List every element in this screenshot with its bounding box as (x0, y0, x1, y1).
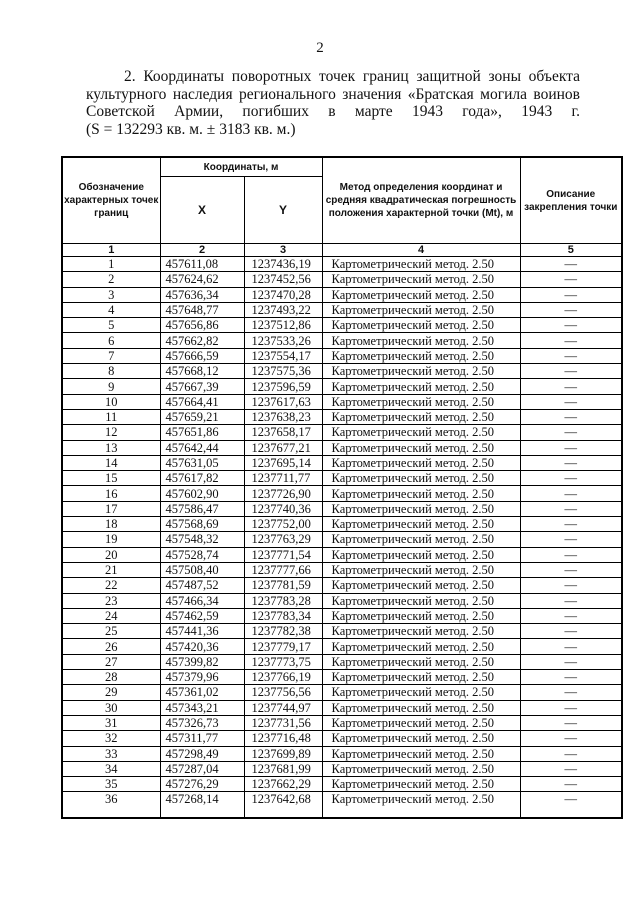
point-number-cell: 25 (62, 624, 160, 639)
x-coordinate-cell: 457287,04 (160, 761, 244, 776)
table-row (62, 517, 622, 532)
fixing-cell: — (520, 715, 622, 730)
x-coordinate-cell: 457311,77 (160, 731, 244, 746)
method-cell: Картометрический метод. 2.50 (322, 608, 520, 623)
x-coordinate-cell: 457466,34 (160, 593, 244, 608)
method-cell: Картометрический метод. 2.50 (322, 471, 520, 486)
table-row (62, 486, 622, 501)
point-number-cell: 5 (62, 318, 160, 333)
fixing-cell: — (520, 562, 622, 577)
fixing-cell: — (520, 440, 622, 455)
fixing-cell: — (520, 348, 622, 363)
point-number-cell: 29 (62, 685, 160, 700)
method-cell: Картометрический метод. 2.50 (322, 486, 520, 501)
point-number-cell: 14 (62, 455, 160, 470)
x-coordinate-cell: 457624,62 (160, 272, 244, 287)
method-cell: Картометрический метод. 2.50 (322, 624, 520, 639)
x-coordinate-cell: 457668,12 (160, 364, 244, 379)
x-coordinate-cell: 457487,52 (160, 578, 244, 593)
x-coordinate-cell: 457642,44 (160, 440, 244, 455)
table-row (62, 272, 622, 287)
y-coordinate-cell: 1237779,17 (244, 639, 322, 654)
column-number: 1 (62, 244, 160, 257)
fixing-cell: — (520, 455, 622, 470)
point-number-cell: 13 (62, 440, 160, 455)
point-number-cell: 24 (62, 608, 160, 623)
method-cell: Картометрический метод. 2.50 (322, 318, 520, 333)
table-row (62, 257, 622, 272)
column-number: 3 (244, 244, 322, 257)
method-cell: Картометрический метод. 2.50 (322, 639, 520, 654)
table-row (62, 608, 622, 623)
method-cell: Картометрический метод. 2.50 (322, 364, 520, 379)
table-row (62, 624, 622, 639)
y-coordinate-cell: 1237533,26 (244, 333, 322, 348)
method-cell: Картометрический метод. 2.50 (322, 425, 520, 440)
fixing-cell: — (520, 318, 622, 333)
point-number-cell: 3 (62, 287, 160, 302)
x-coordinate-cell: 457666,59 (160, 348, 244, 363)
method-cell: Картометрический метод. 2.50 (322, 685, 520, 700)
column-number: 2 (160, 244, 244, 257)
y-coordinate-cell: 1237575,36 (244, 364, 322, 379)
heading-line-3: Советской Армии, погибших в марте 1943 года», 1943 г. (86, 103, 580, 120)
fixing-cell: — (520, 639, 622, 654)
y-coordinate-cell: 1237777,66 (244, 562, 322, 577)
x-coordinate-cell: 457667,39 (160, 379, 244, 394)
header-designation: Обозначение характерных точек границ (62, 157, 160, 244)
fixing-cell: — (520, 379, 622, 394)
x-coordinate-cell: 457462,59 (160, 608, 244, 623)
point-number-cell: 19 (62, 532, 160, 547)
fixing-cell: — (520, 731, 622, 746)
fixing-cell: — (520, 501, 622, 516)
fixing-cell: — (520, 700, 622, 715)
y-coordinate-cell: 1237756,56 (244, 685, 322, 700)
column-number: 5 (520, 244, 622, 257)
method-cell: Картометрический метод. 2.50 (322, 761, 520, 776)
section-heading (86, 68, 580, 138)
method-cell: Картометрический метод. 2.50 (322, 547, 520, 562)
y-coordinate-cell: 1237677,21 (244, 440, 322, 455)
x-coordinate-cell: 457617,82 (160, 471, 244, 486)
fixing-cell: — (520, 777, 622, 792)
table-row (62, 455, 622, 470)
x-coordinate-cell: 457399,82 (160, 654, 244, 669)
point-number-cell: 20 (62, 547, 160, 562)
point-number-cell: 18 (62, 517, 160, 532)
y-coordinate-cell: 1237699,89 (244, 746, 322, 761)
table-row (62, 593, 622, 608)
header-y: Y (244, 177, 322, 244)
table-row (62, 471, 622, 486)
y-coordinate-cell: 1237752,00 (244, 517, 322, 532)
y-coordinate-cell: 1237512,86 (244, 318, 322, 333)
coordinates-table (61, 156, 623, 819)
point-number-cell: 32 (62, 731, 160, 746)
method-cell: Картометрический метод. 2.50 (322, 455, 520, 470)
fixing-cell: — (520, 670, 622, 685)
table-row (62, 685, 622, 700)
x-coordinate-cell: 457662,82 (160, 333, 244, 348)
fixing-cell: — (520, 532, 622, 547)
method-cell: Картометрический метод. 2.50 (322, 562, 520, 577)
fixing-cell: — (520, 761, 622, 776)
fixing-cell: — (520, 486, 622, 501)
x-coordinate-cell: 457586,47 (160, 501, 244, 516)
column-number-row (62, 244, 622, 257)
table-row (62, 348, 622, 363)
point-number-cell: 15 (62, 471, 160, 486)
x-coordinate-cell: 457648,77 (160, 302, 244, 317)
fixing-cell: — (520, 364, 622, 379)
fixing-cell: — (520, 792, 622, 819)
x-coordinate-cell: 457659,21 (160, 409, 244, 424)
method-cell: Картометрический метод. 2.50 (322, 501, 520, 516)
point-number-cell: 31 (62, 715, 160, 730)
point-number-cell: 16 (62, 486, 160, 501)
fixing-cell: — (520, 333, 622, 348)
heading-line-4: (S = 132293 кв. м. ± 3183 кв. м.) (86, 120, 296, 138)
point-number-cell: 11 (62, 409, 160, 424)
heading-line-1: 2. Координаты поворотных точек границ защитной зоны объекта (124, 68, 580, 85)
table-row (62, 792, 622, 819)
table-row (62, 501, 622, 516)
y-coordinate-cell: 1237740,36 (244, 501, 322, 516)
y-coordinate-cell: 1237763,29 (244, 532, 322, 547)
table-row (62, 409, 622, 424)
method-cell: Картометрический метод. 2.50 (322, 272, 520, 287)
method-cell: Картометрический метод. 2.50 (322, 257, 520, 272)
fixing-cell: — (520, 257, 622, 272)
y-coordinate-cell: 1237782,38 (244, 624, 322, 639)
column-number: 4 (322, 244, 520, 257)
y-coordinate-cell: 1237773,75 (244, 654, 322, 669)
method-cell: Картометрический метод. 2.50 (322, 777, 520, 792)
y-coordinate-cell: 1237596,59 (244, 379, 322, 394)
method-cell: Картометрический метод. 2.50 (322, 731, 520, 746)
point-number-cell: 10 (62, 394, 160, 409)
fixing-cell: — (520, 394, 622, 409)
point-number-cell: 23 (62, 593, 160, 608)
fixing-cell: — (520, 471, 622, 486)
y-coordinate-cell: 1237716,48 (244, 731, 322, 746)
x-coordinate-cell: 457568,69 (160, 517, 244, 532)
table-row (62, 394, 622, 409)
heading-line-2: культурного наследия регионального значения «Братская могила воинов (86, 85, 580, 103)
y-coordinate-cell: 1237681,99 (244, 761, 322, 776)
method-cell: Картометрический метод. 2.50 (322, 670, 520, 685)
y-coordinate-cell: 1237783,28 (244, 593, 322, 608)
table-row (62, 700, 622, 715)
fixing-cell: — (520, 746, 622, 761)
table-row (62, 777, 622, 792)
point-number-cell: 9 (62, 379, 160, 394)
point-number-cell: 30 (62, 700, 160, 715)
x-coordinate-cell: 457268,14 (160, 792, 244, 819)
y-coordinate-cell: 1237726,90 (244, 486, 322, 501)
y-coordinate-cell: 1237658,17 (244, 425, 322, 440)
point-number-cell: 21 (62, 562, 160, 577)
x-coordinate-cell: 457631,05 (160, 455, 244, 470)
fixing-cell: — (520, 302, 622, 317)
method-cell: Картометрический метод. 2.50 (322, 333, 520, 348)
point-number-cell: 28 (62, 670, 160, 685)
y-coordinate-cell: 1237744,97 (244, 700, 322, 715)
table-row (62, 302, 622, 317)
x-coordinate-cell: 457611,08 (160, 257, 244, 272)
y-coordinate-cell: 1237766,19 (244, 670, 322, 685)
method-cell: Картометрический метод. 2.50 (322, 593, 520, 608)
point-number-cell: 1 (62, 257, 160, 272)
y-coordinate-cell: 1237493,22 (244, 302, 322, 317)
point-number-cell: 2 (62, 272, 160, 287)
fixing-cell: — (520, 287, 622, 302)
table-row (62, 654, 622, 669)
table-row (62, 547, 622, 562)
y-coordinate-cell: 1237554,17 (244, 348, 322, 363)
x-coordinate-cell: 457602,90 (160, 486, 244, 501)
header-x: X (160, 177, 244, 244)
table-row (62, 318, 622, 333)
table-row (62, 364, 622, 379)
method-cell: Картометрический метод. 2.50 (322, 578, 520, 593)
table-row (62, 639, 622, 654)
method-cell: Картометрический метод. 2.50 (322, 517, 520, 532)
table-row (62, 562, 622, 577)
table-row (62, 578, 622, 593)
x-coordinate-cell: 457361,02 (160, 685, 244, 700)
method-cell: Картометрический метод. 2.50 (322, 746, 520, 761)
fixing-cell: — (520, 547, 622, 562)
x-coordinate-cell: 457379,96 (160, 670, 244, 685)
table-row (62, 333, 622, 348)
y-coordinate-cell: 1237771,54 (244, 547, 322, 562)
method-cell: Картометрический метод. 2.50 (322, 792, 520, 819)
method-cell: Картометрический метод. 2.50 (322, 394, 520, 409)
point-number-cell: 33 (62, 746, 160, 761)
method-cell: Картометрический метод. 2.50 (322, 287, 520, 302)
y-coordinate-cell: 1237711,77 (244, 471, 322, 486)
table-row (62, 731, 622, 746)
table-header (62, 157, 622, 257)
y-coordinate-cell: 1237783,34 (244, 608, 322, 623)
table-row (62, 670, 622, 685)
method-cell: Картометрический метод. 2.50 (322, 409, 520, 424)
header-method: Метод определения координат и средняя квадратическая погрешность положения характерной точки (Mt), м (322, 157, 520, 244)
table-row (62, 746, 622, 761)
fixing-cell: — (520, 593, 622, 608)
y-coordinate-cell: 1237731,56 (244, 715, 322, 730)
method-cell: Картометрический метод. 2.50 (322, 440, 520, 455)
fixing-cell: — (520, 517, 622, 532)
method-cell: Картометрический метод. 2.50 (322, 379, 520, 394)
header-coordinates: Координаты, м (160, 157, 322, 177)
point-number-cell: 6 (62, 333, 160, 348)
table-row (62, 532, 622, 547)
y-coordinate-cell: 1237695,14 (244, 455, 322, 470)
point-number-cell: 4 (62, 302, 160, 317)
x-coordinate-cell: 457636,34 (160, 287, 244, 302)
x-coordinate-cell: 457298,49 (160, 746, 244, 761)
y-coordinate-cell: 1237642,68 (244, 792, 322, 819)
point-number-cell: 12 (62, 425, 160, 440)
page-number: 2 (316, 40, 324, 56)
y-coordinate-cell: 1237452,56 (244, 272, 322, 287)
y-coordinate-cell: 1237662,29 (244, 777, 322, 792)
y-coordinate-cell: 1237638,23 (244, 409, 322, 424)
table-row (62, 425, 622, 440)
method-cell: Картометрический метод. 2.50 (322, 302, 520, 317)
fixing-cell: — (520, 654, 622, 669)
y-coordinate-cell: 1237617,63 (244, 394, 322, 409)
x-coordinate-cell: 457656,86 (160, 318, 244, 333)
fixing-cell: — (520, 578, 622, 593)
table-row (62, 761, 622, 776)
x-coordinate-cell: 457528,74 (160, 547, 244, 562)
point-number-cell: 34 (62, 761, 160, 776)
table-row (62, 715, 622, 730)
table-row (62, 440, 622, 455)
fixing-cell: — (520, 608, 622, 623)
point-number-cell: 7 (62, 348, 160, 363)
point-number-cell: 36 (62, 792, 160, 819)
fixing-cell: — (520, 624, 622, 639)
y-coordinate-cell: 1237436,19 (244, 257, 322, 272)
x-coordinate-cell: 457548,32 (160, 532, 244, 547)
point-number-cell: 26 (62, 639, 160, 654)
fixing-cell: — (520, 685, 622, 700)
x-coordinate-cell: 457326,73 (160, 715, 244, 730)
method-cell: Картометрический метод. 2.50 (322, 700, 520, 715)
header-fixing: Описание закрепления точки (520, 157, 622, 244)
x-coordinate-cell: 457651,86 (160, 425, 244, 440)
table-row (62, 287, 622, 302)
table-body (62, 257, 622, 819)
table-row (62, 379, 622, 394)
fixing-cell: — (520, 272, 622, 287)
method-cell: Картометрический метод. 2.50 (322, 715, 520, 730)
method-cell: Картометрический метод. 2.50 (322, 532, 520, 547)
point-number-cell: 35 (62, 777, 160, 792)
fixing-cell: — (520, 409, 622, 424)
y-coordinate-cell: 1237470,28 (244, 287, 322, 302)
x-coordinate-cell: 457420,36 (160, 639, 244, 654)
x-coordinate-cell: 457441,36 (160, 624, 244, 639)
method-cell: Картометрический метод. 2.50 (322, 654, 520, 669)
point-number-cell: 27 (62, 654, 160, 669)
point-number-cell: 8 (62, 364, 160, 379)
point-number-cell: 22 (62, 578, 160, 593)
method-cell: Картометрический метод. 2.50 (322, 348, 520, 363)
point-number-cell: 17 (62, 501, 160, 516)
x-coordinate-cell: 457664,41 (160, 394, 244, 409)
y-coordinate-cell: 1237781,59 (244, 578, 322, 593)
x-coordinate-cell: 457508,40 (160, 562, 244, 577)
x-coordinate-cell: 457276,29 (160, 777, 244, 792)
fixing-cell: — (520, 425, 622, 440)
x-coordinate-cell: 457343,21 (160, 700, 244, 715)
